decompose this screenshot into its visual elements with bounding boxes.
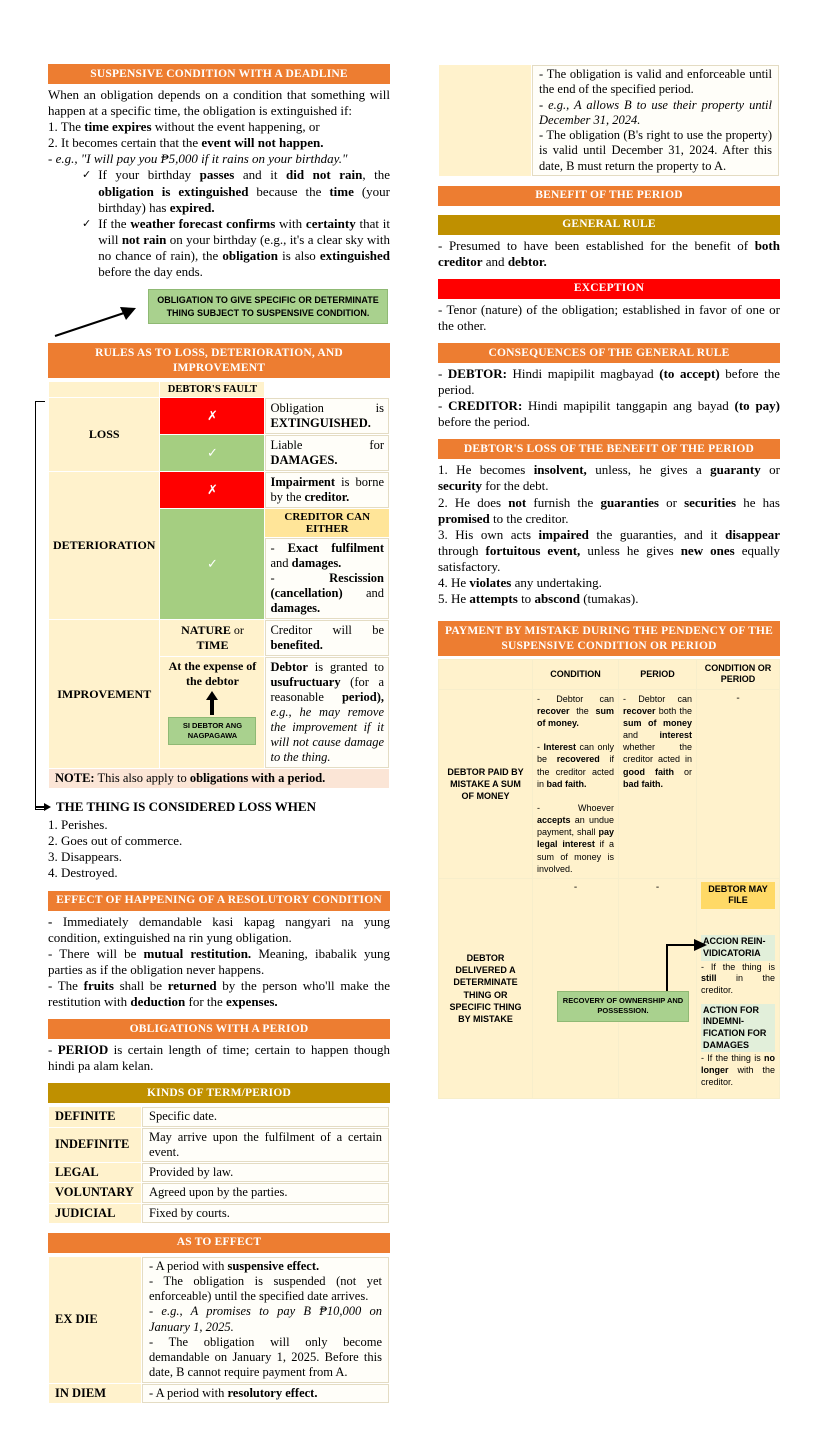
payment-row1-period: - Debtor can recover both the sum of money and interest whether the creditor acted in good faith or bad faith.: [619, 689, 697, 878]
section-header-general-rule: GENERAL RULE: [438, 215, 780, 235]
rules-improvement-expense-outcome: Debtor is granted to usufructuary (for a reasonable period), e.g., he may remove the improvement if it will not cause damage to the thing.: [265, 657, 389, 768]
list-item: 1. He becomes insolvent, unless, he gives a guaranty or security for the debt.: [438, 462, 780, 494]
term-desc: Specific date.: [142, 1107, 389, 1126]
rules-loss-x-outcome: Obligation is EXTINGUISHED.: [265, 398, 389, 434]
section-thing-considered-loss: [48, 799, 390, 881]
rules-loss-check-outcome: Liable for DAMAGES.: [265, 435, 389, 471]
table-row: [49, 1183, 389, 1202]
term-desc: Fixed by courts.: [142, 1204, 389, 1223]
loss-when-title-row: [35, 799, 390, 815]
section-header-debtors-loss: DEBTOR'S LOSS OF THE BENEFIT OF THE PERIOD: [438, 439, 780, 459]
continuation-table: [438, 64, 780, 177]
kinds-table: [48, 1106, 390, 1224]
term-label: IN DIEM: [49, 1384, 141, 1403]
paragraph: - The fruits shall be returned by the person who'll make the restitution with deduction for the expenses.: [48, 977, 390, 1010]
section-rules-table: [48, 343, 390, 789]
arrow-right-icon: [44, 803, 51, 811]
table-row: [439, 878, 780, 1099]
check-item-text: If your birthday passes and it did not rain, the obligation is extinguished because the time (your birthday) has expired.: [98, 167, 391, 215]
section-kinds-of-term: [48, 1083, 390, 1223]
payment-row2-period-cell: [562, 878, 697, 1099]
section-header-kinds: KINDS OF TERM/PERIOD: [48, 1083, 390, 1103]
payment-row1-label: DEBTOR PAID BY MISTAKE A SUM OF MONEY: [439, 689, 533, 878]
section-header-consequences: CONSEQUENCES OF THE GENERAL RULE: [438, 343, 780, 363]
check-icon: ✓: [82, 216, 92, 230]
list-item: 2. He does not furnish the guaranties or securities he has promised to the creditor.: [438, 494, 780, 526]
rules-improvement-nature: NATURE or TIME: [160, 620, 264, 656]
paragraph: - Tenor (nature) of the obligation; established in favor of one or the other.: [438, 301, 780, 333]
rules-loss-label: LOSS: [49, 398, 159, 471]
list-item: 4. Destroyed.: [48, 865, 118, 881]
debtor-may-file-highlight: DEBTOR MAY FILE: [701, 882, 775, 909]
term-desc: Provided by law.: [142, 1163, 389, 1182]
table-row: [439, 65, 779, 176]
term-desc: - A period with resolutory effect.: [142, 1384, 389, 1403]
list-item: 5. He attempts to abscond (tumakas).: [438, 591, 639, 607]
action-indemnification-desc: - If the thing is no longer with the creditor.: [701, 1053, 775, 1087]
example-text: - e.g., "I will pay you ₱5,000 if it rains on your birthday.": [48, 151, 348, 167]
payment-row2-condition: -: [533, 878, 619, 1099]
term-label: EX DIE: [49, 1257, 141, 1383]
list-item-2: 2. It becomes certain that the event will not happen.: [48, 135, 324, 151]
si-debtor-green-box: SI DEBTOR ANG NAGPAGAWA: [168, 717, 256, 745]
paragraph: - PERIOD is certain length of time; certain to happen though hindi pa alam kelan.: [48, 1042, 390, 1074]
paragraph: - There will be mutual restitution. Meaning, ibabalik yung parties as if the obligation never happens.: [48, 945, 390, 977]
paragraph: - CREDITOR: Hindi mapipilit tanggapin ang bayad (to pay) before the period.: [438, 398, 780, 430]
rules-header-row: [49, 382, 389, 397]
section-header-period: OBLIGATIONS WITH A PERIOD: [48, 1019, 390, 1039]
table-row: [49, 1384, 389, 1403]
creditor-can-either-header: CREDITOR CAN EITHER: [265, 509, 389, 537]
payment-header-condition-or-period: CONDITION OR PERIOD: [697, 660, 780, 690]
expense-text: At the expense of the debtor: [168, 659, 257, 688]
in-diem-continuation-text: - The obligation is valid and enforceable until the end of the specified period. - e.g., A allows B to use their property until December 31, 2024. - The obligation (B's right to use the property) is valid until December 31, 2024. After this date, B must return the property to A.: [532, 65, 779, 176]
rules-deterioration-label: DETERIORATION: [49, 472, 159, 619]
check-mark-icon: ✓: [160, 435, 264, 471]
payment-row2-period: -: [655, 881, 660, 893]
payment-header-condition: CONDITION: [533, 660, 619, 690]
section-general-rule: [438, 215, 780, 270]
table-row: [49, 1128, 389, 1163]
check-item-2: [82, 216, 390, 280]
action-indemnification-title: ACTION FOR INDEMNI-FICATION FOR DAMAGES: [701, 1004, 775, 1053]
rules-header-outcome-blank: [265, 382, 389, 397]
list-item: 3. His own acts impaired the guaranties, and it disappear through fortuitous event, unless he gives new ones equally satisfactory.: [438, 526, 780, 574]
section-payment-by-mistake: [438, 621, 780, 1099]
list-item: 4. He violates any undertaking.: [438, 575, 602, 591]
term-label: LEGAL: [49, 1163, 141, 1182]
table-row: [49, 472, 389, 508]
section-header-payment-by-mistake: PAYMENT BY MISTAKE DURING THE PENDENCY OF THE SUSPENSIVE CONDITION OR PERIOD: [438, 621, 780, 656]
section-benefit-of-period: [438, 186, 780, 206]
rules-table: [48, 381, 390, 789]
section-obligations-with-period: [48, 1019, 390, 1074]
term-label: INDEFINITE: [49, 1128, 141, 1163]
x-mark-icon: ✗: [160, 472, 264, 508]
section-header-as-to-effect: AS TO EFFECT: [48, 1233, 390, 1253]
term-desc: Agreed upon by the parties.: [142, 1183, 389, 1202]
paragraph: - Immediately demandable kasi kapag nangyari na yung condition, extinguished na rin yung obligation.: [48, 913, 390, 945]
section-consequences: [438, 343, 780, 430]
section-header-benefit: BENEFIT OF THE PERIOD: [438, 186, 780, 206]
rules-improvement-expense-cell: [160, 657, 264, 768]
section-header-rules: RULES AS TO LOSS, DETERIORATION, AND IMPROVEMENT: [48, 343, 390, 378]
payment-header-period: PERIOD: [619, 660, 697, 690]
table-row: [49, 1107, 389, 1126]
table-row: [49, 1163, 389, 1182]
arrow-to-callout-icon: [52, 293, 144, 339]
right-column: [438, 64, 780, 1108]
section-suspensive-condition: [48, 64, 390, 280]
recovery-green-box: RECOVERY OF OWNERSHIP AND POSSESSION.: [557, 991, 689, 1022]
rules-header-debtors-fault: DEBTOR'S FAULT: [160, 382, 264, 397]
check-mark-icon: ✓: [160, 509, 264, 619]
term-desc: - A period with suspensive effect. - The obligation is suspended (not yet enforceable) until the specified date arrives. - e.g., A promises to pay B ₱10,000 on January 1, 2025. - The obligation will only become demandable on January 1, 2025. Before this date, B cannot require payment from A.: [142, 1257, 389, 1383]
rules-note: NOTE: This also apply to obligations with a period.: [49, 769, 389, 788]
paragraph: - Presumed to have been established for the benefit of both creditor and debtor.: [438, 237, 780, 269]
check-item-text: If the weather forecast confirms with certainty that it will not rain on your birthday (e.g., it's a clear sky with no chance of rain), the obligation is also extinguished before the day ends.: [98, 215, 390, 280]
rules-improvement-nature-outcome: Creditor will be benefited.: [265, 620, 389, 656]
section-header-exception: EXCEPTION: [438, 279, 780, 299]
elbow-arrow-icon: [649, 935, 709, 995]
check-icon: ✓: [82, 168, 92, 182]
left-column: [48, 64, 390, 1413]
up-arrow-icon: [206, 691, 218, 715]
section-header-suspensive: SUSPENSIVE CONDITION WITH A DEADLINE: [48, 64, 390, 84]
section-header-resolutory: EFFECT OF HAPPENING OF A RESOLUTORY CONDITION: [48, 891, 390, 911]
table-row: [49, 1204, 389, 1223]
accion-reinvidicatoria-desc: - If the thing is still in the creditor.: [701, 961, 775, 995]
rules-deterioration-check-outcome: - Exact fulfilment and damages. - Rescission (cancellation) and damages.: [265, 538, 389, 619]
term-label: JUDICIAL: [49, 1204, 141, 1223]
term-label: VOLUNTARY: [49, 1183, 141, 1202]
list-item: 3. Disappears.: [48, 849, 123, 865]
empty-label-cell: [439, 65, 531, 176]
callout-obligation-to-give: [48, 289, 390, 339]
section-as-to-effect: [48, 1233, 390, 1404]
paragraph: - DEBTOR: Hindi mapipilit magbayad (to accept) before the period.: [438, 365, 780, 398]
section-resolutory-condition: [48, 891, 390, 1011]
rules-improvement-label: IMPROVEMENT: [49, 620, 159, 768]
green-callout-box: OBLIGATION TO GIVE SPECIFIC OR DETERMINATE THING SUBJECT TO SUSPENSIVE CONDITION.: [148, 289, 388, 324]
accion-reinvidicatoria-title: ACCION REIN-VIDICATORIA: [701, 935, 775, 960]
section-exception: [438, 279, 780, 334]
table-row: [49, 620, 389, 656]
paragraph-intro: When an obligation depends on a condition that something will happen at a specific time, the obligation is extinguished if:: [48, 86, 390, 119]
term-desc: May arrive upon the fulfilment of a certain event.: [142, 1128, 389, 1163]
check-item-1: [82, 167, 390, 215]
section-debtors-loss-of-benefit: [438, 439, 780, 607]
payment-header-row: [439, 660, 780, 690]
table-row: [49, 769, 389, 788]
rules-deterioration-x-outcome: Impairment is borne by the creditor.: [265, 472, 389, 508]
list-item: 1. Perishes.: [48, 817, 108, 833]
payment-row1-condition: - Debtor can recover the sum of money. - Interest can only be recovered if the creditor acted in bad faith. - Whoever accepts an undue payment, shall pay legal interest if a sum of money is involved.: [533, 689, 619, 878]
payment-row1-condition-or-period: -: [697, 689, 780, 878]
payment-header-empty: [439, 660, 533, 690]
payment-row2-label: DEBTOR DELIVERED A DETERMINATE THING OR SPECIFIC THING BY MISTAKE: [439, 878, 533, 1099]
table-row: [439, 689, 780, 878]
section-in-diem-continuation: [438, 64, 780, 177]
term-label: DEFINITE: [49, 1107, 141, 1126]
rules-header-empty: [49, 382, 159, 397]
loss-when-title: THE THING IS CONSIDERED LOSS WHEN: [56, 799, 316, 815]
table-row: [49, 398, 389, 434]
list-item: 2. Goes out of commerce.: [48, 833, 183, 849]
x-mark-icon: ✗: [160, 398, 264, 434]
rules-group: [48, 343, 390, 881]
table-row: [49, 1257, 389, 1383]
as-to-effect-table: [48, 1256, 390, 1404]
list-item-1: 1. The time expires without the event happening, or: [48, 119, 320, 135]
bracket-line: [35, 401, 45, 809]
payment-by-mistake-table: [438, 659, 780, 1099]
